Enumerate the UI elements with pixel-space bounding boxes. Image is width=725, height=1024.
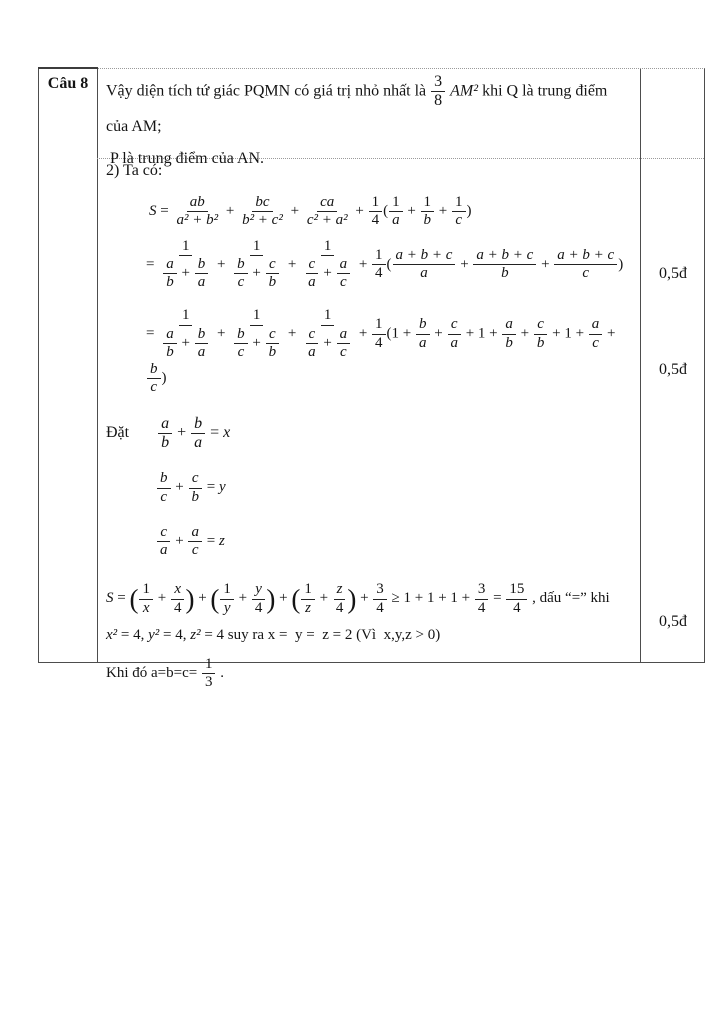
formula-solution: x² = 4, y² = 4, z² = 4 suy ra x = y = z = 2 (Vì x,y,z > 0) (106, 626, 441, 643)
statement-line-1: Vậy diện tích tứ giác PQMN có giá trị nhỏ nhất là $\frac{3}{8}$ AM² khi Q là trung điểm (106, 73, 608, 110)
formula-conclusion: Khi đó a=b=c= $\frac{1}{3}$ . (106, 655, 224, 691)
answer-table (38, 68, 705, 691)
substitution-x (106, 415, 632, 453)
mark-badge-3: 0,5đ (659, 613, 687, 630)
part2-cell (97, 158, 640, 691)
formula-x: $\frac{a}{b}$ + $\frac{b}{a}$ = x (157, 424, 230, 441)
substitution-z: $\frac{c}{a}$ + $\frac{a}{c}$ = z (156, 524, 632, 560)
question-number-cell (39, 69, 97, 93)
formula-step-2: = 1 $\frac{a}{b}$ + $\frac{b}{a}$ + 1 $\frac{b}{c}$ + $\frac{c}{b}$ + 1 $\frac{c}{a}$ + $\frac{a}{c}$ + $\frac{1}{4}$ ( $\frac{a + b + c}{a}$ + $\frac{a + b + c}{b}$ + $\frac{a + b + c}{c}$ ) (146, 237, 624, 290)
part2-intro: 2) Ta có: (106, 162, 163, 179)
mark-badge-1: 0,5đ (659, 265, 687, 282)
marks-column (640, 69, 706, 664)
part1-cell (97, 69, 640, 167)
formula-inequality: S = ( $\frac{1}{x}$ + $\frac{x}{4}$ ) + ( $\frac{1}{y}$ + $\frac{y}{4}$ ) + ( $\frac{1}{z}$ + $\frac{z}{4}$ ) + $\frac{3}{4}$ ≥ 1 + 1 + 1 + $\frac{3}{4}$ = $\frac{15}{4}$ , dấu “=” khi (106, 581, 610, 616)
dat-label: Đặt (106, 424, 130, 442)
mark-badge-2: 0,5đ (659, 361, 687, 378)
substitution-y: $\frac{b}{c}$ + $\frac{c}{b}$ = y (156, 470, 632, 506)
formula-s-definition: S = $\frac{ab}{\text{a² + b²}}$ + $\frac{bc}{\text{b² + c²}}$ + $\frac{ca}{\text{c² + a²}}$ + $\frac{1}{4}$ ( $\frac{1}{a}$ + $\frac{1}{b}$ + $\frac{1}{c}$ ) (149, 194, 472, 229)
statement-line-3: P là trung điểm của AN. (106, 149, 265, 167)
formula-step-3: = 1 $\frac{a}{b}$ + $\frac{b}{a}$ + 1 $\frac{b}{c}$ + $\frac{c}{b}$ + 1 $\frac{c}{a}$ + $\frac{a}{c}$ + $\frac{1}{4}$ (1 + $\frac{b}{a}$ + $\frac{c}{a}$ + 1 + $\frac{a}{b}$ + $\frac{c}{b}$ + 1 + $\frac{a}{c}$ + $\frac{b}{c}$ ) (146, 307, 620, 396)
question-number: Câu 8 (47, 75, 89, 92)
statement-line-2: của AM; (106, 117, 162, 135)
